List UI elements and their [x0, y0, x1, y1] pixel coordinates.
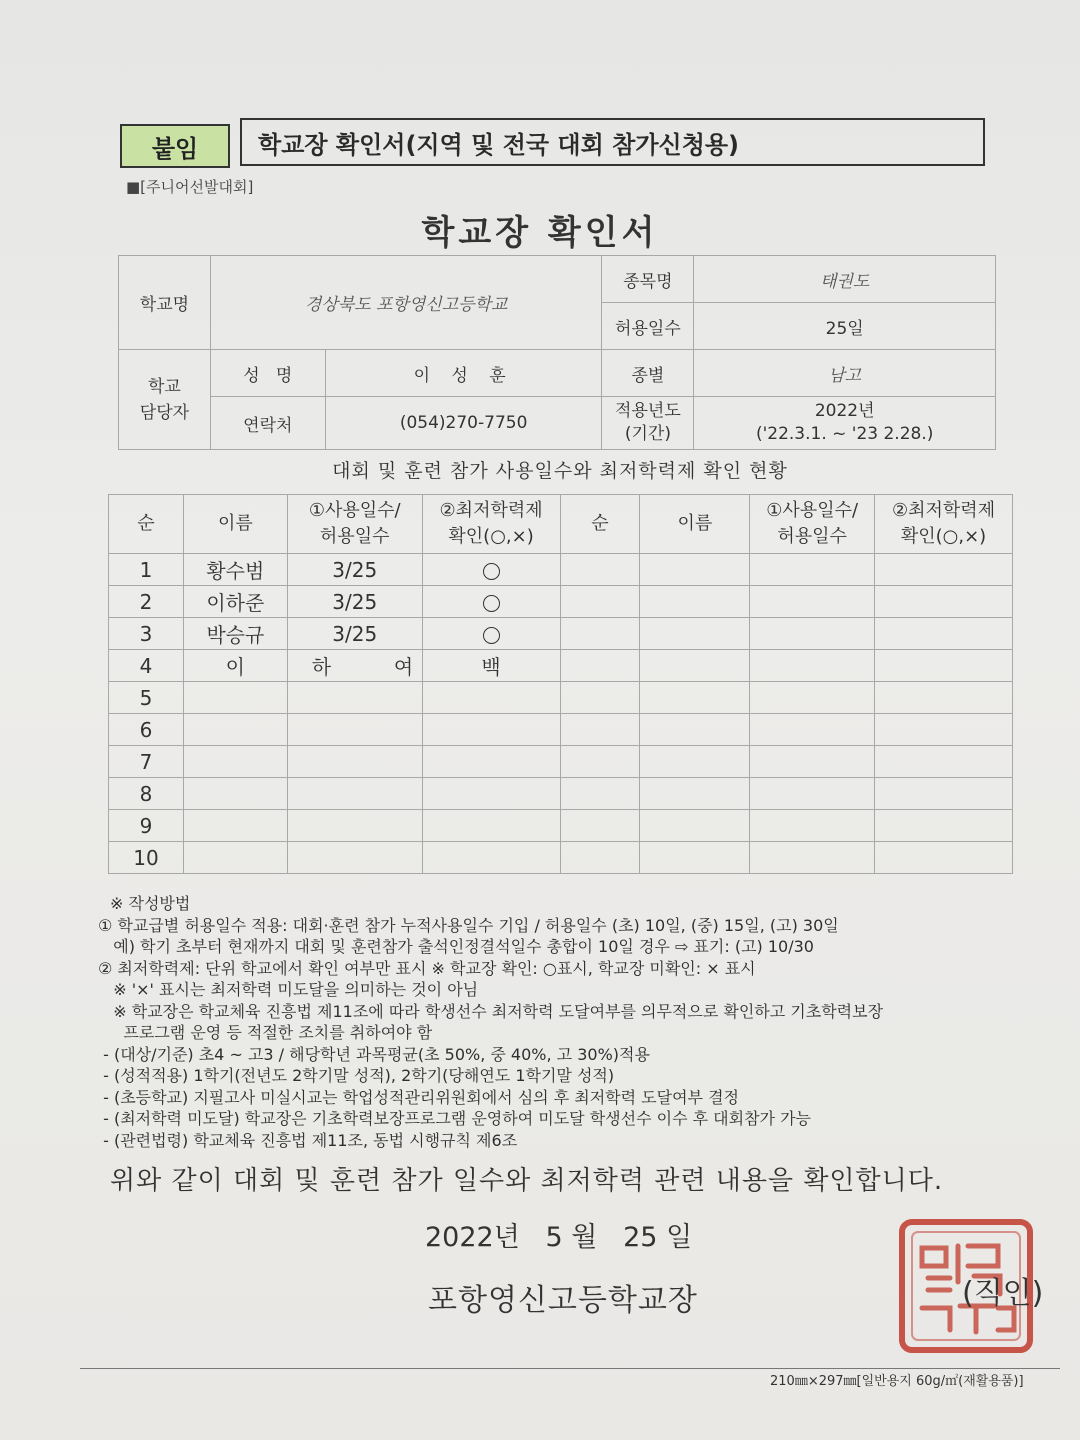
year-label: 적용년도 (기간) — [602, 397, 694, 450]
seal-label: (직인) — [962, 1276, 1044, 1311]
note-line: - (관련법령) 학교체육 진흥법 제11조, 동법 시행규칙 제6조 — [98, 1130, 518, 1150]
col-header-days-2: ①사용일수/ 허용일수 — [750, 495, 875, 554]
header-row — [120, 118, 990, 170]
allowed-days-label: 허용일수 — [602, 303, 694, 350]
row-no: 9 — [109, 810, 184, 842]
page-title: 학교장 확인서 — [421, 213, 659, 253]
note-line: ※ 학교장은 학교체육 진흥법 제11조에 따라 학생선수 최저학력 도달여부를 의무적으로 확인하고 기초학력보장 — [98, 1001, 884, 1021]
row-no: 4 — [109, 650, 184, 682]
contact-label: 연락처 — [210, 397, 325, 450]
row-name: 박승규 — [183, 618, 287, 650]
row-no: 8 — [109, 778, 184, 810]
note-line: 예) 학기 초부터 현재까지 대회 및 훈련참가 출석인정결석일수 총합이 10일 경우 ⇨ 표기: (고) 10/30 — [98, 937, 814, 956]
year-value: 2022년 ('22.3.1. ~ '23 2.28.) — [694, 397, 996, 450]
principal-name: 포항영신고등학교장 — [428, 1283, 698, 1318]
row-no: 1 — [109, 554, 184, 586]
school-name-label: 학교명 — [119, 256, 211, 350]
table-row — [109, 618, 1013, 650]
document-title: 학교장 확인서(지역 및 전국 대회 참가신청용) — [240, 118, 985, 166]
blank-mark: 여 — [393, 655, 414, 679]
row-days: 3/25 — [287, 554, 422, 586]
name-label: 성 명 — [210, 350, 325, 397]
row-check — [422, 554, 560, 586]
note-line: - (최저학력 미도달) 학교장은 기초학력보장프로그램 운영하여 미도달 학생선수 이수 후 대회참가 가능 — [98, 1109, 811, 1128]
confirmation-statement: 위와 같이 대회 및 훈련 참가 일수와 최저학력 관련 내용을 확인합니다. — [110, 1166, 944, 1196]
table-row — [109, 778, 1013, 810]
instructions-notes — [98, 893, 1058, 1151]
col-header-days: ①사용일수/ 허용일수 — [287, 495, 422, 554]
row-no: 6 — [109, 714, 184, 746]
blank-mark: 이 — [183, 650, 287, 682]
col-header-name: 이름 — [183, 495, 287, 554]
manager-label: 학교 담당자 — [119, 350, 211, 450]
circle-mark-icon — [483, 627, 500, 644]
category-value: 남고 — [694, 350, 996, 397]
circle-mark-icon — [483, 595, 500, 612]
contact-value: (054)270-7750 — [325, 397, 602, 450]
note-line: - (초등학교) 지필고사 미실시교는 학업성적관리위원회에서 심의 후 최저학력 도달여부 결정 — [98, 1087, 739, 1107]
col-header-no-2: 순 — [560, 495, 640, 554]
table-row — [109, 810, 1013, 842]
col-header-name-2: 이름 — [640, 495, 750, 554]
row-name: 이하준 — [183, 586, 287, 618]
note-line: - (성적적용) 1학기(전년도 2학기말 성적), 2학기(당해연도 1학기말 성적) — [98, 1066, 615, 1085]
row-no: 5 — [109, 682, 184, 714]
note-line: ① 학교급별 허용일수 적용: 대회·훈련 참가 누적사용일수 기입 / 허용일수 (초) 10일, (중) 15일, (고) 30일 — [98, 915, 839, 935]
event-value: 태권도 — [694, 256, 996, 303]
allowed-days-value: 25일 — [694, 303, 996, 350]
paper-spec-footer: 210㎜×297㎜[일반용지 60g/㎡(재활용품)] — [770, 1374, 1024, 1389]
note-line: - (대상/기준) 초4 ~ 고3 / 해당학년 과목평균(초 50%, 중 40%, 고 30%)적용 — [98, 1044, 650, 1064]
blank-mark: 백 — [422, 650, 560, 682]
blank-mark: 하 — [311, 655, 332, 679]
manager-name: 이 성 훈 — [325, 350, 602, 397]
row-name: 황수범 — [183, 554, 287, 586]
section-title: 대회 및 훈련 참가 사용일수와 최저학력제 확인 현황 — [332, 460, 788, 482]
participation-table — [108, 494, 1013, 874]
footer-divider — [80, 1368, 1060, 1369]
row-no: 10 — [109, 842, 184, 874]
category-label: 종별 — [602, 350, 694, 397]
subcategory-label: ■[주니어선발대회] — [126, 178, 254, 196]
row-days: 3/25 — [287, 618, 422, 650]
table-row — [109, 746, 1013, 778]
attachment-tag: 붙임 — [120, 124, 230, 168]
row-check — [422, 586, 560, 618]
notes-heading: ※ 작성방법 — [110, 894, 191, 913]
row-no: 2 — [109, 586, 184, 618]
col-header-check-2: ②최저학력제 확인(○,×) — [875, 495, 1013, 554]
table-row — [109, 554, 1013, 586]
note-line: ※ '×' 표시는 최저학력 미도달을 의미하는 것이 아님 — [98, 980, 479, 999]
note-line: 프로그램 운영 등 적절한 조치를 취하여야 함 — [98, 1023, 433, 1042]
note-line: ② 최저학력제: 단위 학교에서 확인 여부만 표시 ※ 학교장 확인: ○표시, 학교장 미확인: × 표시 — [98, 958, 756, 978]
table-row — [109, 714, 1013, 746]
col-header-check: ②최저학력제 확인(○,×) — [422, 495, 560, 554]
table-row — [109, 586, 1013, 618]
row-no: 7 — [109, 746, 184, 778]
table-row — [109, 682, 1013, 714]
table-row — [109, 842, 1013, 874]
table-row — [109, 650, 1013, 682]
col-header-no: 순 — [109, 495, 184, 554]
circle-mark-icon — [483, 563, 500, 580]
row-days: 3/25 — [287, 586, 422, 618]
issue-date: 2022년 5 월 25 일 — [425, 1222, 693, 1253]
event-label: 종목명 — [602, 256, 694, 303]
row-check — [422, 618, 560, 650]
row-no: 3 — [109, 618, 184, 650]
school-name-value: 경상북도 포항영신고등학교 — [210, 256, 602, 350]
info-table — [118, 255, 996, 450]
